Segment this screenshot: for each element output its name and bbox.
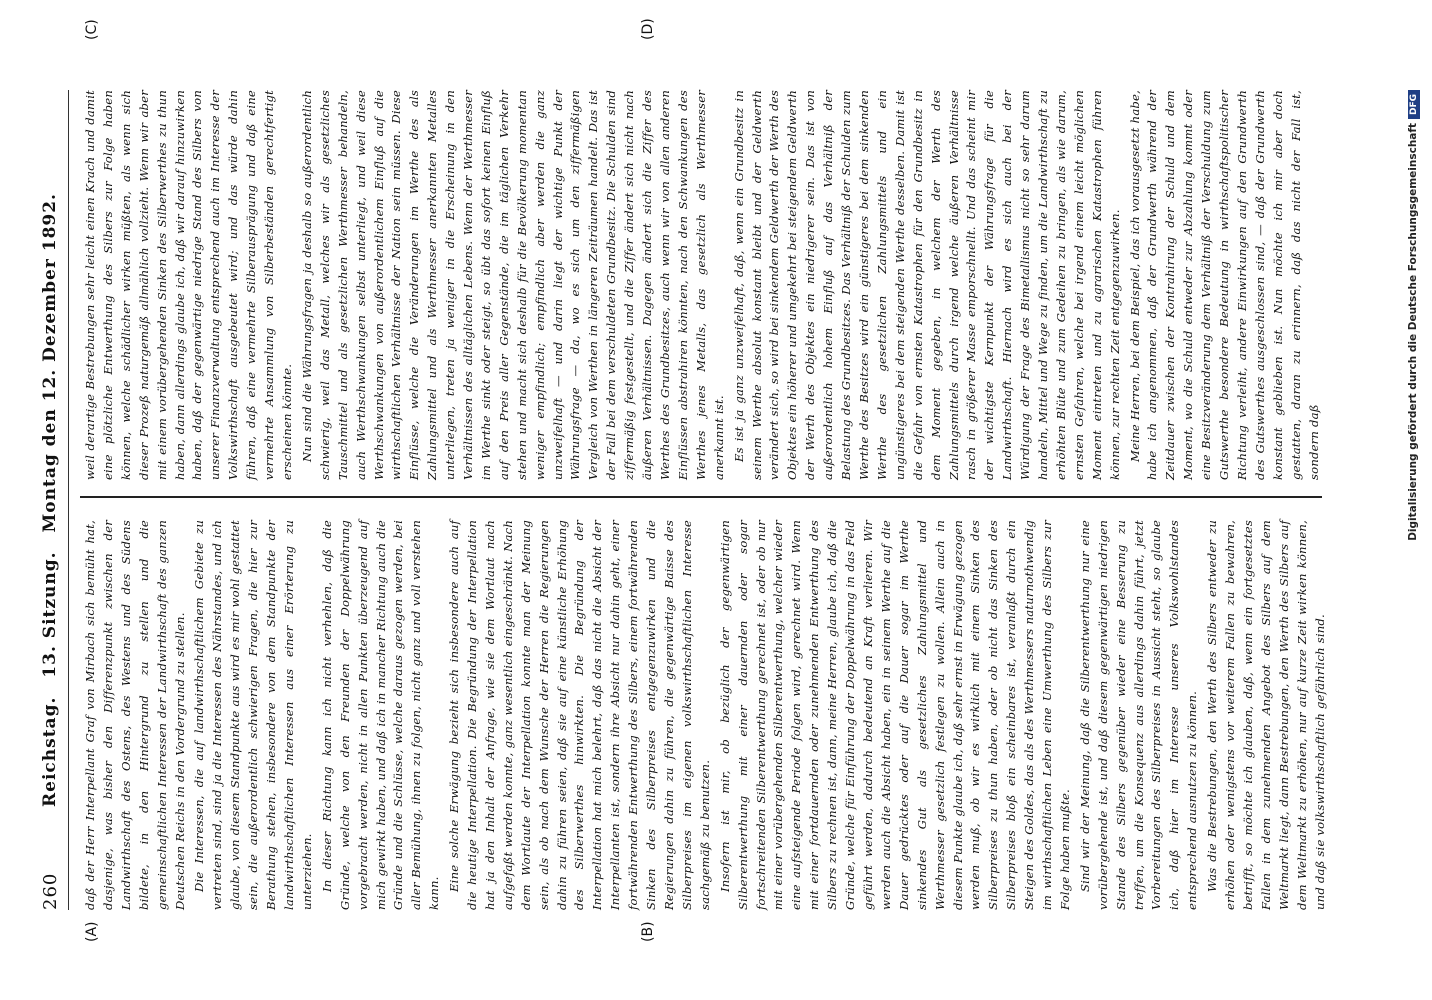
paragraph: Sind wir der Meinung, daß die Silberentwerthung nur eine vorübergehende ist, und daß diesem gegenwärtigen niedrigen Stande des Silbers gegenüber wieder eine Besserung zu treffen, um die Konsequenz aus allerdings dahin führt, jetzt Vorbereitungen des Silberpreises in Aussicht steht, so glaube ich, daß hier im Interesse unseres Volkswohlstandes entsprechend ausnutzen zu können. <box>1077 520 1200 910</box>
column-divider <box>80 496 1322 498</box>
paragraph: Nun sind die Währungsfragen ja deshalb so außerordentlich schwierig, weil das Metall, welches wir als gesetzliches Tauschmittel und als gesetzlichen Werthmesser behandeln, auch Werthschwankungen selbst unterliegt, und weil diese Werthschwankungen von außerordentlichem Einfluß auf die wirthschaftlichen Verhältnisse der Nation sein müssen. Diese Einflüsse, welche die Veränderungen im Werthe des als Zahlungsmittel und als Werthmesser anerkannten Metalles unterliegen, treten ja weniger in die Erscheinung in den Verhältnissen des alltäglichen Lebens. Wenn der Werthmesser im Werthe sinkt oder steigt, so übt das sofort keinen Einfluß auf den Preis aller Gegenstände, die im täglichen Verkehr stehen und macht sich deshalb für die Bevölkerung momentan weniger empfindlich; empfindlich aber werden die ganz unzweifelhaft — und darin liegt der wichtige Punkt der Währungsfrage — da, wo es sich um den ziffermäßigen Vergleich von Werthen in längeren Zeiträumen handelt. Das ist der Fall bei dem verschuldeten Grundbesitz. Die Schulden sind ziffermäßig festgestellt, und die Ziffer ändert sich nicht nach äußeren Verhältnissen. Dagegen ändert sich die Ziffer des Werthes des Grundbesitzes, auch wenn wir von allen anderen Einflüssen abstrahiren könnten, nach den Schwankungen des Werthes jenes Metalls, das gesetzlich als Werthmesser anerkannt ist. <box>299 90 726 480</box>
paragraph: Eine solche Erwägung bezieht sich insbesondere auch auf die heutige Interpellation. Die Begründung der Interpellation hat ja den Inhalt der Anfrage, wie sie dem Wortlaut nach aufgefaßt werden konnte, ganz wesentlich eingeschränkt. Nach dem Wortlaute der Interpellation konnte man der Meinung sein, als ob nach dem Wunsche der Herren die Regierungen dahin zu führen seien, daß sie auf eine künstliche Erhöhung des Silberwerthes hinwirkten. Die Begründung der Interpellation hat mich belehrt, daß das nicht die Absicht der Interpellanten ist, sondern ihre Absicht nur dahin geht, einer fortwährenden Entwerthung des Silbers, einem fortwährenden Sinken des Silberpreises entgegenzuwirken und die Regierungen dahin zu führen, die gegenwärtige Baisse des Silberpreises im eigenen volkswirthschaftlichen Interesse sachgemäß zu benutzen. <box>447 520 712 910</box>
running-head-date: Montag den 12. Dezember 1892. <box>40 193 60 533</box>
running-head-left: Reichstag. <box>40 696 60 807</box>
paragraph: Was die Bestrebungen, den Werth des Silbers entweder zu erhöhen oder wenigstens vor weiterem Fallen zu bewahren, betrifft, so möchte ich glauben, daß, wenn ein fortgesetztes Fallen in dem zunehmenden Angebot des Silbers auf dem Weltmarkt liegt, dann Bestrebungen, den Werth des Silbers auf dem Weltmarkt zu erhöhen, nur auf kurze Zeit wirken können, und daß sie volkswirthschaftlich gefährlich sind. <box>1205 520 1327 910</box>
credit-text: Digitalisierung gefördert durch die Deutsche Forschungsgemeinschaft <box>1407 123 1419 541</box>
right-column <box>82 90 1322 480</box>
margin-marker-b: (B) <box>640 921 656 942</box>
paragraph: Die Interessen, die auf landwirthschaftlichem Gebiete zu vertreten sind, sind ja die Interessen des Nährstandes, und ich glaube, von diesem Standpunkte aus wird es mir wohl gestattet sein, die außerordentlich schwierigen Fragen, die hier zur Berathung stehen, insbesondere von dem Standpunkte der landwirthschaftlichen Interessen aus einer Erörterung zu unterziehen. <box>192 520 314 910</box>
paragraph: Meine Herren, bei dem Beispiel, das ich vorausgesetzt habe, habe ich angenommen, daß der Grundwerth während der Zeitdauer zwischen der Kontrahirung der Schuld und dem Moment, wo die Schuld entweder zur Abzahlung kommt oder eine Besitzveränderung dem Verhältniß der Verschuldung zum Gutswerthe besondere Bedeutung in wirthschaftspolitischer Richtung verleiht, andere Einwirkungen auf den Grundwerth des Gutswerthes ausgeschlossen sind, — daß der Grundwerth konstant geblieben ist. Nun möchte ich mir aber doch gestatten, daran zu erinnern, daß das nicht der Fall ist, sondern daß <box>1127 90 1321 480</box>
margin-marker-c: (C) <box>84 19 100 40</box>
paragraph: Es ist ja ganz unzweifelhaft, daß, wenn ein Grundbesitz in seinem Werthe absolut konstant bleibt und der Geldwerth verändert sich, so wird bei sinkendem Geldwerth der Werth des Objektes ein höherer und umgekehrt bei steigendem Geldwerth der Werth des Objektes ein niedrigerer sein. Das ist von außerordentlich hohem Einfluß auf das Verhältniß der Belastung des Grundbesitzes. Das Verhältniß der Schulden zum Werthe des Besitzes wird ein günstigeres bei dem sinkenden Werthe des gesetzlichen Zahlungsmittels und ein ungünstigeres bei dem steigenden Werthe desselben. Damit ist die Gefahr von ernsten Katastrophen für den Grundbesitz in dem Moment gegeben, in welchem der Werth des Zahlungsmittels durch irgend welche äußeren Verhältnisse rasch in größerer Masse emporschnellt. Und das scheint mir der wichtigste Kernpunkt der Währungsfrage für die Landwirthschaft. Hiernach wird es sich auch bei der Würdigung der Frage des Bimetallismus nicht so sehr darum handeln, Mittel und Wege zu finden, um die Landwirthschaft zu erhöhten Blüte und zum Gedeihen zu bringen, als wie darum, ernsten Gefahren, welche bei irgend einem leicht möglichen Moment eintreten und zu agrarischen Katastrophen führen können, zur rechten Zeit entgegenzuwirken. <box>731 90 1122 480</box>
running-head <box>40 90 60 910</box>
paragraph: daß der Herr Interpellant Graf von Mirbach sich bemüht hat, dasjenige, was bisher den Differenzpunkt zwischen der Landwirthschaft des Ostens, des Westens und des Südens bildete, in den Hintergrund zu stellen und die gemeinschaftlichen Interessen der Landwirthschaft des ganzen Deutschen Reichs in den Vordergrund zu stellen. <box>83 520 187 910</box>
digitization-credit <box>1407 90 1420 910</box>
header-rule <box>68 90 69 910</box>
dfg-logo: DFG <box>1408 90 1420 119</box>
running-head-session: 13. Sitzung. <box>40 551 60 678</box>
left-column <box>82 520 1327 910</box>
margin-marker-d: (D) <box>640 18 656 40</box>
paragraph: Insofern ist mir, ob bezüglich der gegenwärtigen Silberentwerthung mit einer dauernden oder sogar fortschreitenden Silberentwerthung gerechnet ist, oder ob nur mit einer vorübergehenden Silberentwerthung, welcher wieder eine aufsteigende Periode folgen wird, gerechnet wird. Wenn mit einer fortdauernden oder zunehmenden Entwerthung des Silbers zu rechnen ist, dann, meine Herren, glaube ich, daß die Gründe, welche für Einführung der Doppelwährung in das Feld geführt werden, dadurch bedeutend an Kraft verlieren. Wir werden auch die Absicht haben, ein in seinem Werthe auf die Dauer gedrücktes oder auf die Dauer sogar im Werthe sinkendes Gut als gesetzliches Zahlungsmittel und Werthmesser gesetzlich festlegen zu wollen. Allein auch in diesem Punkte glaube ich, daß sehr ernst in Erwägung gezogen werden muß, ob wir es wirklich mit einem Sinken des Silberpreises zu thun haben, oder ob nicht das Sinken des Silberpreises bloß ein scheinbares ist, veranlaßt durch ein Steigen des Goldes, das als des Werthmessers naturnothwendig im wirthschaftlichen Leben eine Umwerthung des Silbers zur Folge haben mußte. <box>717 520 1072 910</box>
page-header <box>40 90 70 910</box>
paragraph: weil derartige Bestrebungen sehr leicht einen Krach und damit eine plötzliche Entwerthung des Silbers zur Folge haben können, welche schädlicher wirken müßten, als wenn sich dieser Prozeß naturgemäß allmählich vollzieht. Wenn wir aber mit einem vorübergehenden Sinken des Silberwerthes zu thun haben, dann allerdings glaube ich, daß wir darauf hinzuwirken haben, daß der gegenwärtige niedrige Stand des Silbers von unserer Finanzverwaltung entsprechend auch im Interesse der Volkswirthschaft ausgebeutet wird; und das würde dahin führen, daß eine vermehrte Silberausprägung und daß eine vermehrte Ansammlung von Silberbeständen gerechtfertigt erscheinen könnte. <box>83 90 294 480</box>
margin-marker-a: (A) <box>84 921 100 942</box>
page-number: 260 <box>40 872 61 910</box>
paragraph: In dieser Richtung kann ich nicht verhehlen, daß die Gründe, welche von den Freunden der Doppelwährung vorgebracht werden, nicht in allen Punkten überzeugend auf mich gewirkt haben, und daß ich in mancher Richtung auch die Gründe und die Schlüsse, welche daraus gezogen werden, bei aller Bemühung, ihnen zu folgen, nicht ganz und voll verstehen kann. <box>319 520 442 910</box>
